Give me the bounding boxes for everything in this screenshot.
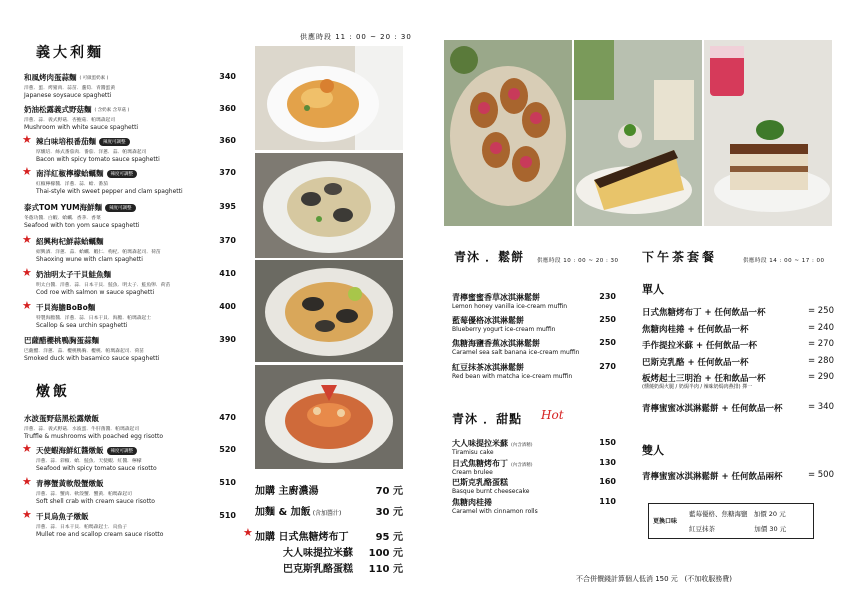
- addon-cheesecake-label: 巴克斯乳酪蛋糕: [283, 564, 353, 575]
- item-name: 藍莓優格冰淇淋鬆餅: [452, 316, 524, 325]
- addon-extra-label: 加麵 & 加飯 (含加醬汁): [255, 507, 342, 518]
- teaset-single-item: 板烤起士三明治 + 任和飲品一杯 = 290: [642, 372, 834, 384]
- star-icon: ★: [243, 526, 253, 539]
- addon-cheesecake-price: 110 元: [368, 564, 403, 575]
- waffle-hours: 供應時段 10 : 00 ~ 20 : 30: [537, 258, 619, 264]
- star-icon: ★: [22, 266, 32, 279]
- sandwich-note: (燻燒奶焗火腿 / 奶焗半肉 / 辣味奶焗肉燕排) 擇一: [642, 384, 753, 390]
- item-ingredients: 洋蔥．蒜．蟹肉．軟殼蟹．蟹黃．帕瑪森起司: [36, 492, 132, 497]
- upgrade-line-1: 藍莓優格、焦糖海鹽 加價 20 元: [689, 510, 786, 518]
- item-price: 360: [219, 136, 236, 145]
- item-price: 150: [599, 438, 616, 447]
- item-english: Cod roe with salmon w sauce spaghetti: [36, 289, 155, 296]
- item-ingredients: 洋蔥．蛋．烤豬肉．蒜苗．蘆筍．青醬蛋黃: [24, 86, 116, 91]
- item-english: Smoked duck with basamico sauce spaghetti: [24, 355, 160, 362]
- item-english: Truffle & mushrooms with poached egg risotto: [24, 433, 163, 440]
- addon-tiramisu-label: 大人味提拉米蘇: [283, 548, 353, 559]
- item-price: 130: [599, 458, 616, 467]
- item-name: 泰式TOM YUM海鮮麵 辣度可調整: [24, 202, 236, 213]
- item-note: (內含酒精): [511, 443, 533, 448]
- risotto-item: [24, 413, 236, 440]
- waffle-photo: [444, 40, 572, 226]
- risotto-title: 燉飯: [36, 384, 70, 400]
- item-english: Seafood with ton yom sauce spaghetti: [24, 222, 140, 229]
- item-price: 110: [599, 497, 616, 506]
- spicy-badge: 辣度可調整: [107, 170, 138, 178]
- star-icon: ★: [22, 508, 32, 521]
- item-price: 250: [599, 315, 616, 324]
- star-icon: ★: [22, 133, 32, 146]
- item-price: = 280: [807, 355, 834, 366]
- item-ingredients: 明太白醬．洋蔥．蒜．日本干貝．鮭魚．明太子．鮭魚卵．荷苗: [36, 283, 171, 288]
- dessert-item: [452, 497, 616, 515]
- addon-pudding-label: 加購 日式焦糖烤布丁: [255, 532, 349, 543]
- spicy-badge: 辣度可調整: [99, 138, 130, 146]
- item-english: Japanese soysauce spaghetti: [24, 92, 112, 99]
- pasta-item: [24, 202, 236, 229]
- star-icon: ★: [22, 442, 32, 455]
- item-ingredients: 洋蔥．蒜．日本干貝．帕瑪森起士．烏魚子: [36, 525, 128, 530]
- pasta-item: [36, 168, 236, 195]
- spicy-badge: 辣度可調整: [105, 204, 136, 212]
- item-english: Tiramisu cake: [452, 449, 494, 456]
- item-name: 和風烤肉蛋蒜麵 ( 可做蛋奶素 ): [24, 73, 109, 82]
- spicy-badge: 辣度可調整: [107, 447, 138, 455]
- item-ingredients: 特製海膽醬．洋蔥．蒜．日本干貝．海膽．帕瑪森起士: [36, 316, 152, 321]
- item-english: Thai-style with sweet pepper and clam spaghetti: [36, 188, 183, 195]
- star-icon: ★: [22, 299, 32, 312]
- item-ingredients: 紅椒檸檬醬．洋蔥．蒜．蛤．番茄: [36, 182, 108, 187]
- item-price: 390: [219, 335, 236, 344]
- item-name: 水波蛋野菇黑松露燉飯: [24, 414, 99, 423]
- item-english: Shaoxing wune with clam spaghetti: [36, 256, 143, 263]
- cheesecake-photo: [574, 40, 702, 226]
- item-price: 270: [599, 362, 616, 371]
- item-english: Cream brulee: [452, 469, 493, 476]
- item-price: 370: [219, 168, 236, 177]
- item-price: 470: [219, 413, 236, 422]
- waffle-item: [452, 292, 616, 310]
- pasta-photo-1: [255, 46, 403, 150]
- pasta-item: [36, 302, 236, 329]
- item-english: Blueberry yogurt ice-cream muffin: [452, 326, 556, 333]
- item-english: Mullet roe and scallop cream sauce risotto: [36, 531, 164, 538]
- addon-soup-price: 70 元: [375, 486, 403, 497]
- pasta-hours: 供應時段 11 : 00 ~ 20 : 30: [300, 33, 412, 41]
- pasta-photo-3: [255, 260, 403, 362]
- item-name: 青檸蟹黃軟殼蟹燉飯: [36, 479, 104, 488]
- item-price: 520: [219, 445, 236, 454]
- upgrade-line-2: 紅豆抹茶 加價 30 元: [689, 525, 787, 533]
- item-name: 干貝烏魚子燉飯: [36, 512, 89, 521]
- item-name: 日式焦糖烤布丁 (內含酒精): [452, 459, 533, 468]
- risotto-photo: [255, 365, 403, 469]
- dessert-item: [452, 438, 616, 456]
- teaset-hours: 供應時段 14 : 00 ~ 17 : 00: [743, 258, 825, 264]
- waffle-item: [452, 362, 616, 380]
- item-note: ( 含奶素 含草菇 ): [94, 107, 130, 113]
- item-english: Caramel with cinnamon rolls: [452, 508, 538, 515]
- addon-pudding-price: 95 元: [375, 532, 403, 543]
- item-ingredients: 洋蔥．蒜．義式野菇．杏鮑菇．帕瑪森起司: [24, 118, 116, 123]
- item-price: = 240: [807, 322, 834, 333]
- star-icon: ★: [22, 475, 32, 488]
- pasta-item: [24, 104, 236, 131]
- single-heading: 單人: [642, 283, 664, 296]
- item-price: 370: [219, 236, 236, 245]
- item-name: 青檸蜜蜜香草冰淇淋鬆餅: [452, 293, 540, 302]
- pasta-item: [36, 136, 236, 163]
- pasta-photo-2: [255, 153, 403, 258]
- item-ingredients: 洋蔥．蒜．義式野菇．水波蛋．牛肝菌醬．帕瑪森起司: [24, 427, 140, 432]
- addon-soup-label: 加購 主廚濃湯: [255, 486, 319, 497]
- item-price: 340: [219, 72, 236, 81]
- item-english: Caramel sea salt banana ice-cream muffin: [452, 349, 580, 356]
- double-heading: 雙人: [642, 444, 664, 457]
- upgrade-label: 更換口味: [653, 518, 678, 525]
- dessert-title: 青沐 ．甜點: [452, 412, 523, 426]
- item-name: 天使蝦海鮮紅醬燉飯 辣度可調整: [36, 445, 236, 456]
- item-price: 250: [599, 338, 616, 347]
- item-price: 160: [599, 477, 616, 486]
- item-name: 奶油明太子干貝鮭魚麵: [36, 270, 111, 279]
- pasta-title: 義大利麵: [36, 45, 104, 61]
- teaset-title: 下午茶套餐: [642, 250, 718, 264]
- item-ingredients: 厚燻培．絲式番茄肉．番茄．洋蔥．蒜．帕瑪森起司: [36, 150, 147, 155]
- item-name: 奶油松露義式野菇麵 ( 含奶素 含草菇 ): [24, 105, 130, 114]
- teaset-single-item: 日式焦糖烤布丁 + 任何飲品一杯 = 250: [642, 306, 834, 318]
- item-name: 大人味提拉米蘇 (內含酒精): [452, 439, 533, 448]
- star-icon: ★: [22, 165, 32, 178]
- hot-label: Hot: [541, 408, 564, 422]
- star-icon: ★: [22, 233, 32, 246]
- teaset-muffin-double: 青檸蜜蜜冰淇淋鬆餅 + 任何飲品兩杯 = 500: [642, 470, 834, 482]
- teaset-single-item: 手作提拉米蘇 + 任何飲品一杯 = 270: [642, 339, 834, 351]
- item-english: Scallop & sea urchin spaghetti: [36, 322, 128, 329]
- item-english: Bacon with spicy tomato sauce spaghetti: [36, 156, 160, 163]
- item-name: 南洋紅椒檸檬蛤蠣麵 辣度可調整: [36, 168, 236, 179]
- item-name: 干貝海膽BoBo麵: [36, 303, 96, 312]
- item-price: 395: [219, 202, 236, 211]
- item-english: Soft shell crab with cream sauce risotto: [36, 498, 155, 505]
- pasta-item: [24, 335, 236, 362]
- teaset-single-item: 巴斯克乳酪 + 任何飲品一杯 = 280: [642, 355, 834, 368]
- item-note: (內含酒精): [511, 463, 533, 468]
- footer-note: 不合併價錢計算個人低消 150 元 (不加收服務費): [576, 575, 732, 583]
- item-price: 510: [219, 511, 236, 520]
- item-ingredients: 冬蔭功醬．白蝦．蛤蠣．香茅．香菜: [24, 216, 101, 221]
- item-english: Lemon honey vanilla ice-cream muffin: [452, 303, 568, 310]
- item-price: = 290: [807, 372, 834, 382]
- pasta-item: [36, 269, 236, 296]
- item-price: 510: [219, 478, 236, 487]
- item-price: 230: [599, 292, 616, 301]
- item-price: 410: [219, 269, 236, 278]
- item-name: 焦糖肉桂捲: [452, 498, 492, 507]
- item-price: 400: [219, 302, 236, 311]
- item-price: 360: [219, 104, 236, 113]
- item-name: 焦糖海鹽香蕉冰淇淋鬆餅: [452, 339, 540, 348]
- pasta-item: [24, 72, 236, 99]
- dessert-item: [452, 477, 616, 495]
- waffle-item: [452, 338, 616, 356]
- item-note: ( 可做蛋奶素 ): [79, 75, 109, 81]
- upgrade-box: [648, 503, 814, 539]
- item-name: 巴薩醋櫻桃鴨胸蛋蒜麵: [24, 336, 99, 345]
- item-name: 辣白味培根番茄麵 辣度可調整: [36, 136, 236, 147]
- item-name: 紅豆抹茶冰淇淋鬆餅: [452, 363, 524, 372]
- teaset-single-item: 焦糖肉桂捲 + 任何飲品一杯 = 240: [642, 322, 834, 335]
- item-english: Basque burnt cheesecake: [452, 488, 530, 495]
- risotto-item: [36, 511, 236, 538]
- addon-tiramisu-price: 100 元: [368, 548, 403, 559]
- teaset-muffin-single: 青檸蜜蜜冰淇淋鬆餅 + 任何飲品一杯 = 340: [642, 402, 834, 414]
- dessert-item: [452, 458, 616, 476]
- pasta-item: [36, 236, 236, 263]
- item-english: Mushroom with white sauce spaghetti: [24, 124, 139, 131]
- waffle-title: 青沐 ．鬆餅: [454, 250, 525, 264]
- item-english: Red bean with matcha ice-cream muffin: [452, 373, 573, 380]
- item-ingredients: 巴薩醋．洋蔥．蒜．櫻桃鴨胸．櫻桃．帕瑪森起司．荷苗: [24, 349, 144, 354]
- waffle-item: [452, 315, 616, 333]
- item-ingredients: 紹興酒．洋蔥．蒜．蛤蠣．蝦仁．枸杞．帕瑪森起司．荷苗: [36, 250, 161, 255]
- item-name: 紹興枸杞鮮蒜蛤蠣麵: [36, 237, 104, 246]
- risotto-item: [36, 478, 236, 505]
- tiramisu-photo: [704, 40, 832, 226]
- item-english: Seafood with spicy tomato sauce risotto: [36, 465, 157, 472]
- risotto-item: [36, 445, 236, 472]
- addon-extra-price: 30 元: [375, 507, 403, 518]
- item-ingredients: 洋蔥．蒜．彩椒．蛤．鮭魚．天使蝦．紅醬．檸檬: [36, 459, 142, 464]
- item-price: = 270: [807, 339, 834, 349]
- item-name: 巴斯克乳酪蛋糕: [452, 478, 508, 487]
- item-price: = 250: [807, 306, 834, 316]
